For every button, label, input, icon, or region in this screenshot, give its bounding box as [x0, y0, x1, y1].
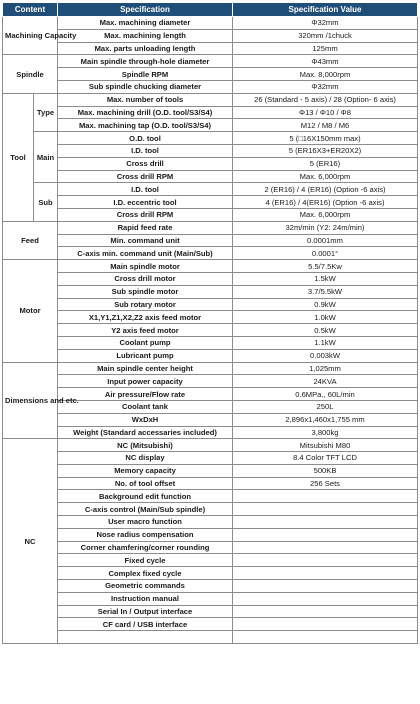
- spec-value: 256 Sets: [233, 477, 418, 490]
- table-row: [3, 208, 418, 221]
- group-dimensions: Dimensions and etc.: [3, 362, 58, 439]
- group-spindle: Spindle: [3, 55, 58, 93]
- group-tool: Tool: [3, 93, 34, 221]
- table-row: [3, 93, 418, 106]
- table-row: [3, 516, 418, 529]
- table-row: [3, 183, 418, 196]
- spec-value: 0.003kW: [233, 349, 418, 362]
- spec-name: X1,Y1,Z1,X2,Z2 axis feed motor: [58, 311, 233, 324]
- spec-value: 500KB: [233, 464, 418, 477]
- table-row: [3, 490, 418, 503]
- table-row: [3, 413, 418, 426]
- table-row: [3, 592, 418, 605]
- subgroup-type: Type: [34, 93, 58, 131]
- table-row: [3, 132, 418, 145]
- spec-value: Max. 6,000rpm: [233, 170, 418, 183]
- table-row: [3, 196, 418, 209]
- spec-value: [233, 605, 418, 618]
- spec-name: C-axis control (Main/Sub spindle): [58, 503, 233, 516]
- spec-name: No. of tool offset: [58, 477, 233, 490]
- spec-value: [233, 490, 418, 503]
- spec-value: [233, 592, 418, 605]
- spec-value: 1.1kW: [233, 336, 418, 349]
- spec-value: Φ32mm: [233, 17, 418, 30]
- spec-name: Y2 axis feed motor: [58, 324, 233, 337]
- spec-name: Max. machining diameter: [58, 17, 233, 30]
- table-row: [3, 580, 418, 593]
- spec-name: I.D. tool: [58, 144, 233, 157]
- spec-name: Air pressure/Flow rate: [58, 388, 233, 401]
- spec-value: Φ13 / Φ10 / Φ8: [233, 106, 418, 119]
- spec-name: NC display: [58, 452, 233, 465]
- header-specification: Specification: [58, 3, 233, 17]
- spec-name: Coolant tank: [58, 400, 233, 413]
- spec-value: [233, 618, 418, 631]
- subgroup-sub: Sub: [34, 183, 58, 221]
- table-row: [3, 631, 418, 644]
- spec-name: Geometric commands: [58, 580, 233, 593]
- table-row: [3, 144, 418, 157]
- spec-value: [233, 631, 418, 644]
- table-row: [3, 605, 418, 618]
- table-row: [3, 567, 418, 580]
- spec-name: Complex fixed cycle: [58, 567, 233, 580]
- header-row: [3, 3, 418, 17]
- spec-name: Spindle RPM: [58, 68, 233, 81]
- spec-value: 5 (ER16X3+ER20X2): [233, 144, 418, 157]
- spec-value: [233, 528, 418, 541]
- spec-value: 0.0001mm: [233, 234, 418, 247]
- group-motor: Motor: [3, 260, 58, 362]
- spec-value: 4 (ER16) / 4(ER16) (Option -6 axis): [233, 196, 418, 209]
- table-row: [3, 541, 418, 554]
- spec-value: Φ43mm: [233, 55, 418, 68]
- table-row: [3, 618, 418, 631]
- spec-name: Memory capacity: [58, 464, 233, 477]
- spec-name: Rapid feed rate: [58, 221, 233, 234]
- spec-value: 250L: [233, 400, 418, 413]
- spec-value: 3.7/5.5kW: [233, 285, 418, 298]
- spec-name: Min. command unit: [58, 234, 233, 247]
- spec-value: 2,896x1,460x1,755 mm: [233, 413, 418, 426]
- spec-name: Weight (Standard accessaries included): [58, 426, 233, 439]
- spec-value: [233, 503, 418, 516]
- spec-value: 0.9kW: [233, 298, 418, 311]
- spec-value: 125mm: [233, 42, 418, 55]
- spec-name: C-axis min. command unit (Main/Sub): [58, 247, 233, 260]
- spec-name: Input power capacity: [58, 375, 233, 388]
- table-row: [3, 119, 418, 132]
- spec-value: 3,800kg: [233, 426, 418, 439]
- spec-name: Background edit function: [58, 490, 233, 503]
- table-row: [3, 452, 418, 465]
- spec-value: 5.5/7.5Kw: [233, 260, 418, 273]
- subgroup-main: Main: [34, 132, 58, 183]
- spec-name: Max. parts unloading length: [58, 42, 233, 55]
- spec-name: Sub rotary motor: [58, 298, 233, 311]
- spec-value: 8.4 Color TFT LCD: [233, 452, 418, 465]
- spec-name: Cross drill: [58, 157, 233, 170]
- table-row: [3, 324, 418, 337]
- table-row: [3, 234, 418, 247]
- spec-name: Serial In / Output interface: [58, 605, 233, 618]
- spec-name: I.D. tool: [58, 183, 233, 196]
- table-row: [3, 80, 418, 93]
- spec-value: [233, 580, 418, 593]
- spec-name: NC (Mitsubishi): [58, 439, 233, 452]
- spec-value: [233, 541, 418, 554]
- spec-value: 0.5kW: [233, 324, 418, 337]
- spec-name: Max. machining tap (O.D. tool/S3/S4): [58, 119, 233, 132]
- table-row: [3, 247, 418, 260]
- table-row: [3, 68, 418, 81]
- spec-value: 0.0001°: [233, 247, 418, 260]
- spec-name: Fixed cycle: [58, 554, 233, 567]
- table-row: [3, 528, 418, 541]
- table-row: [3, 221, 418, 234]
- table-row: [3, 106, 418, 119]
- spec-name: Lubricant pump: [58, 349, 233, 362]
- table-row: [3, 439, 418, 452]
- spec-value: 5 (ER16): [233, 157, 418, 170]
- table-row: [3, 55, 418, 68]
- spec-name: CF card / USB interface: [58, 618, 233, 631]
- table-row: [3, 426, 418, 439]
- spec-value: 5 (□16X150mm max): [233, 132, 418, 145]
- table-row: [3, 477, 418, 490]
- table-row: [3, 554, 418, 567]
- spec-name: Instruction manual: [58, 592, 233, 605]
- spec-value: Max. 8,000rpm: [233, 68, 418, 81]
- spec-value: Max. 6,000rpm: [233, 208, 418, 221]
- spec-name: Max. number of tools: [58, 93, 233, 106]
- table-row: [3, 375, 418, 388]
- spec-value: 1,025mm: [233, 362, 418, 375]
- spec-name: Max. machining drill (O.D. tool/S3/S4): [58, 106, 233, 119]
- spec-name: Cross drill motor: [58, 272, 233, 285]
- table-row: [3, 298, 418, 311]
- group-nc: NC: [3, 439, 58, 644]
- table-row: [3, 336, 418, 349]
- spec-name: Sub spindle motor: [58, 285, 233, 298]
- table-row: [3, 17, 418, 30]
- spec-value: 24KVA: [233, 375, 418, 388]
- spec-name: I.D. eccentric tool: [58, 196, 233, 209]
- spec-name: Main spindle through-hole diameter: [58, 55, 233, 68]
- table-row: [3, 260, 418, 273]
- header-content: Content: [3, 3, 58, 17]
- spec-name: O.D. tool: [58, 132, 233, 145]
- table-row: [3, 464, 418, 477]
- table-row: [3, 362, 418, 375]
- spec-name: Main spindle motor: [58, 260, 233, 273]
- spec-name: WxDxH: [58, 413, 233, 426]
- group-machining-capacity: Machining Capacity: [3, 17, 58, 55]
- spec-value: [233, 567, 418, 580]
- spec-value: [233, 516, 418, 529]
- spec-value: [233, 554, 418, 567]
- spec-name: Cross drill RPM: [58, 208, 233, 221]
- spec-name: Max. machining length: [58, 29, 233, 42]
- spec-value: Φ32mm: [233, 80, 418, 93]
- spec-name: Main spindle center height: [58, 362, 233, 375]
- spec-value: 320mm /1chuck: [233, 29, 418, 42]
- spec-value: 2 (ER16) / 4 (ER16) (Option -6 axis): [233, 183, 418, 196]
- spec-value: M12 / M8 / M6: [233, 119, 418, 132]
- table-row: [3, 349, 418, 362]
- spec-name: Coolant pump: [58, 336, 233, 349]
- table-row: [3, 157, 418, 170]
- table-row: [3, 503, 418, 516]
- spec-name: [58, 631, 233, 644]
- spec-table: [2, 2, 418, 644]
- table-row: [3, 285, 418, 298]
- spec-value: 26 (Standard - 5 axis) / 28 (Option- 6 axis): [233, 93, 418, 106]
- spec-name: Nose radius compensation: [58, 528, 233, 541]
- spec-name: Sub spindle chucking diameter: [58, 80, 233, 93]
- header-value: Specification Value: [233, 3, 418, 17]
- spec-name: Cross drill RPM: [58, 170, 233, 183]
- group-feed: Feed: [3, 221, 58, 259]
- table-row: [3, 170, 418, 183]
- table-row: [3, 311, 418, 324]
- spec-value: 1.0kW: [233, 311, 418, 324]
- table-row: [3, 272, 418, 285]
- table-row: [3, 42, 418, 55]
- spec-value: 1.5kW: [233, 272, 418, 285]
- spec-value: 0.6MPa., 60L/min: [233, 388, 418, 401]
- spec-name: Corner chamfering/corner rounding: [58, 541, 233, 554]
- spec-value: 32m/min (Y2: 24m/min): [233, 221, 418, 234]
- spec-name: User macro function: [58, 516, 233, 529]
- spec-value: Mitsubishi M80: [233, 439, 418, 452]
